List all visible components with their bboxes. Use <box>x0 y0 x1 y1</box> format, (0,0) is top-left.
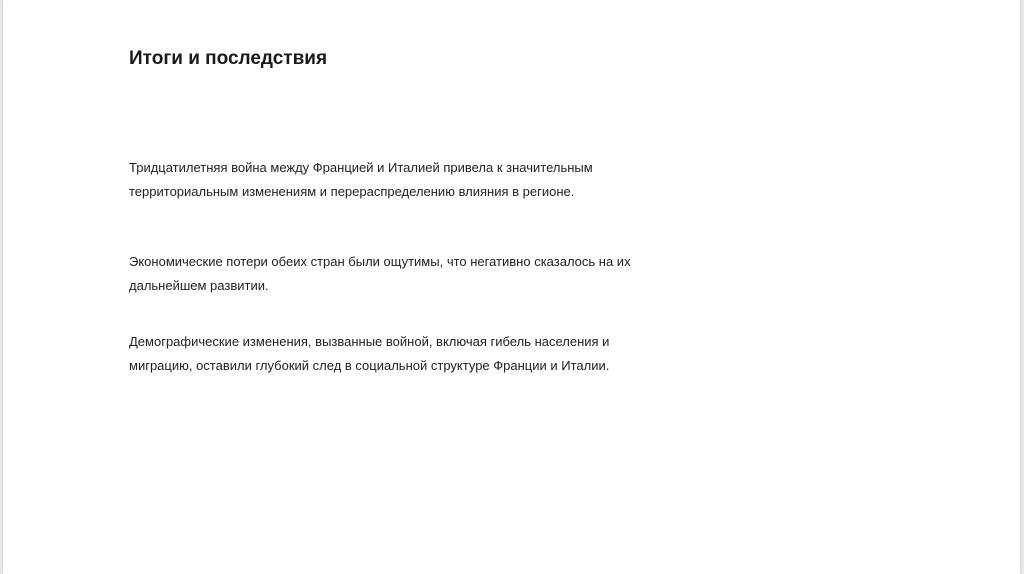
paragraph-line: Экономические потери обеих стран были ощутимы, что негативно сказалось на их <box>129 254 631 269</box>
paragraph-demographic-changes <box>129 330 689 378</box>
slide <box>3 0 1020 574</box>
paragraph-line: дальнейшем развитии. <box>129 278 269 293</box>
paragraph-line: Демографические изменения, вызванные войной, включая гибель населения и <box>129 334 610 349</box>
paragraph-line: территориальным изменениям и перераспределению влияния в регионе. <box>129 184 575 199</box>
paragraph-economic-losses <box>129 250 689 298</box>
paragraph-territorial-changes <box>129 156 689 204</box>
slide-title: Итоги и последствия <box>129 48 328 69</box>
paragraph-line: Тридцатилетняя война между Францией и Италией привела к значительным <box>129 160 593 175</box>
paragraph-line: миграцию, оставили глубокий след в социальной структуре Франции и Италии. <box>129 358 610 373</box>
